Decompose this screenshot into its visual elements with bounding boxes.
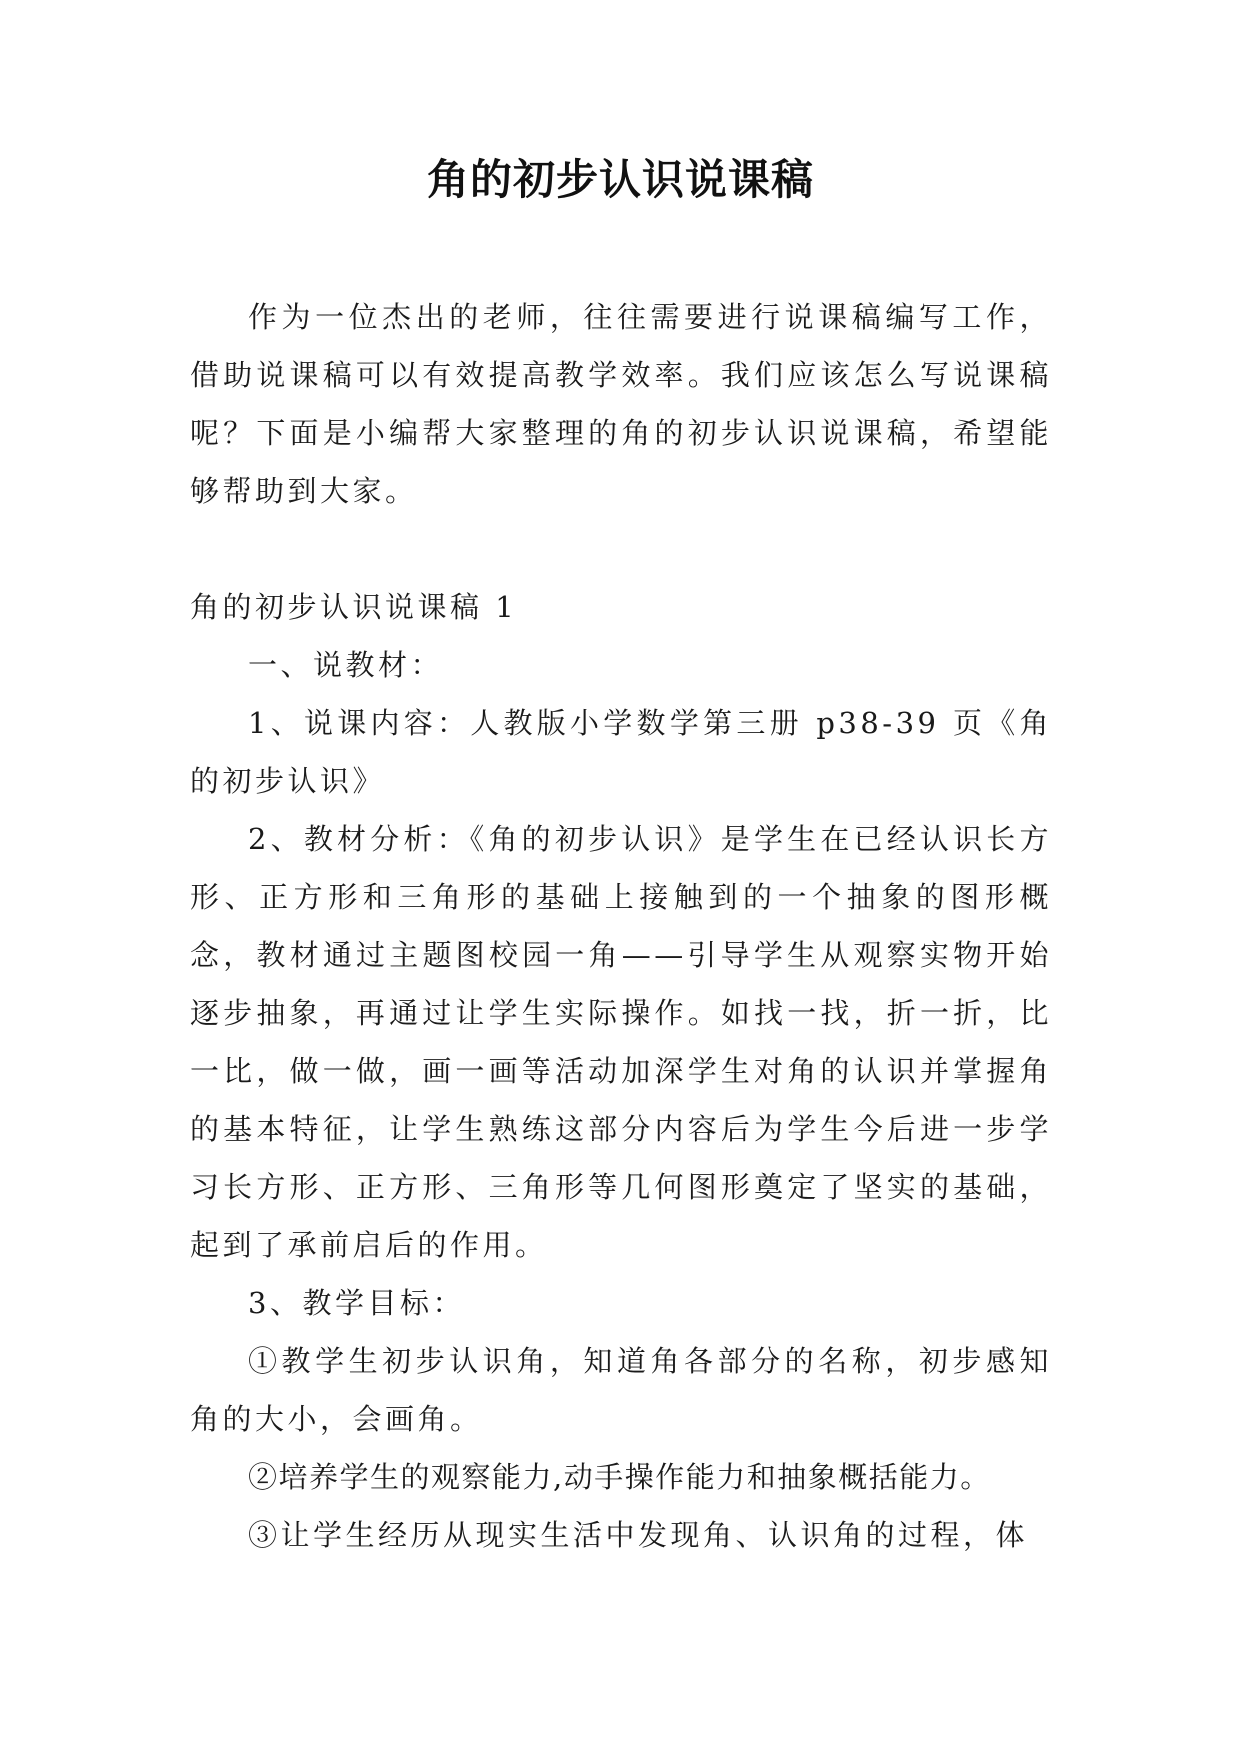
paragraph-goal-1: ①教学生初步认识角，知道角各部分的名称，初步感知角的大小，会画角。 xyxy=(190,1344,1052,1436)
intro-section xyxy=(190,288,1052,520)
paragraph-textbook-analysis: 2、教材分析：《角的初步认识》是学生在已经认识长方形、正方形和三角形的基础上接触到的一个抽象的图形概念，教材通过主题图校园一角——引导学生从观察实物开始逐步抽象，再通过让学生实际操作。如找一找，折一折，比一比，做一做，画一画等活动加深学生对角的认识并掌握角的基本特征，让学生熟练这部分内容后为学生今后进一步学习长方形、正方形、三角形等几何图形奠定了坚实的基础，起到了承前启后的作用。 xyxy=(190,822,1052,1262)
content-section xyxy=(190,636,1052,1564)
intro-paragraph: 作为一位杰出的老师，往往需要进行说课稿编写工作，借助说课稿可以有效提高教学效率。我们应该怎么写说课稿呢？下面是小编帮大家整理的角的初步认识说课稿，希望能够帮助到大家。 xyxy=(190,300,1052,508)
paragraph-lesson-content: 1、说课内容：人教版小学数学第三册 p38-39 页《角的初步认识》 xyxy=(190,706,1052,798)
paragraph-heading-textbook: 一、说教材： xyxy=(248,648,444,682)
paragraph-heading-goals: 3、教学目标： xyxy=(248,1286,465,1320)
page-title: 角的初步认识说课稿 xyxy=(426,155,814,204)
paragraph-goal-2: ②培养学生的观察能力,动手操作能力和抽象概括能力。 xyxy=(248,1460,991,1494)
section-heading: 角的初步认识说课稿 1 xyxy=(190,590,518,624)
paragraph-goal-3: ③让学生经历从现实生活中发现角、认识角的过程，体 xyxy=(248,1518,1029,1552)
